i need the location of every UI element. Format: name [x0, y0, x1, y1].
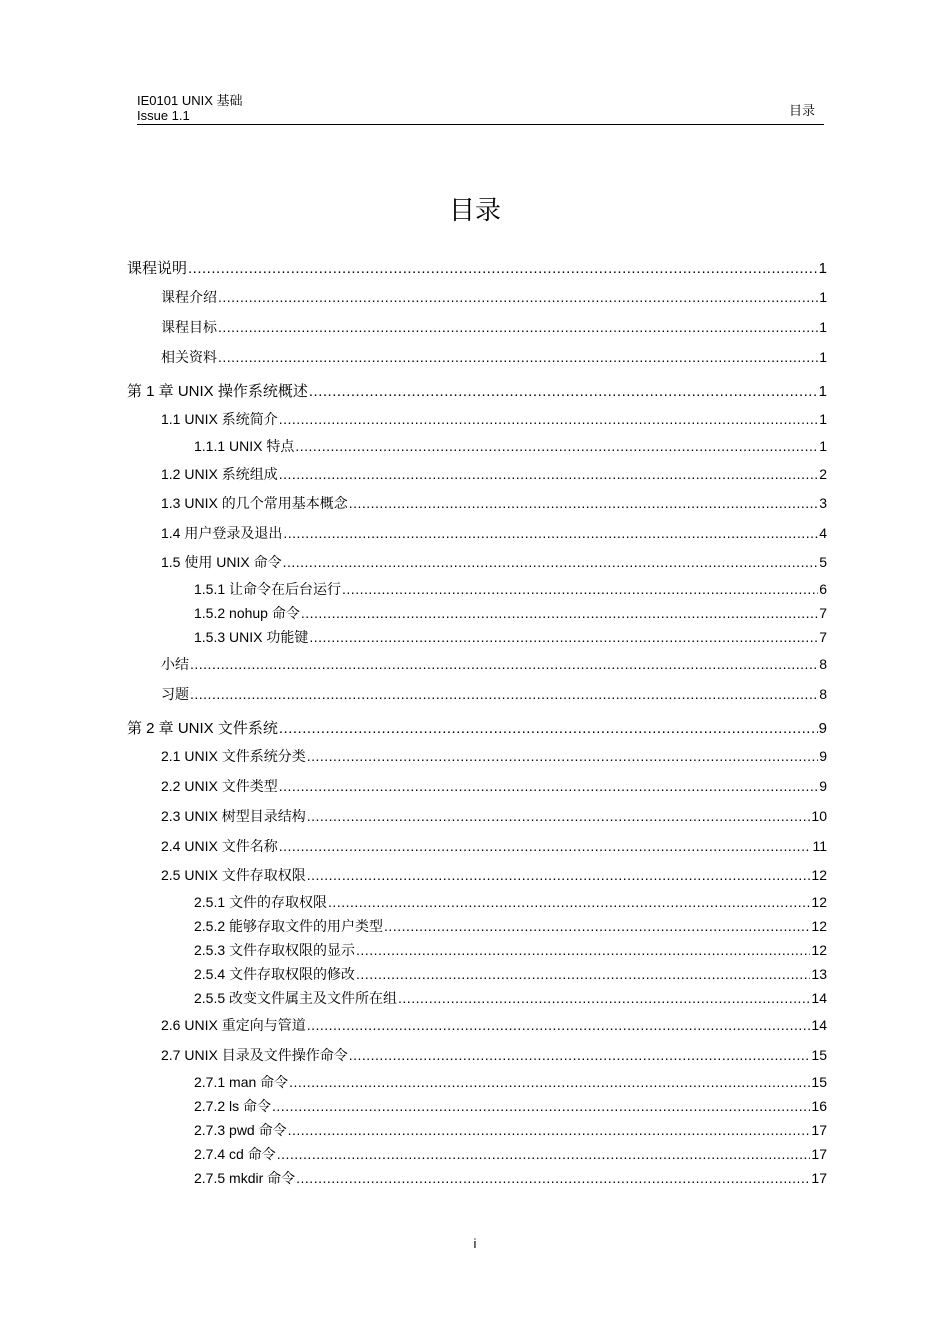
toc-entry-title: 2.7 UNIX 目录及文件操作命令: [161, 1047, 348, 1063]
section-label: 目录: [788, 103, 815, 118]
toc-leader-dots: [295, 438, 818, 454]
toc-entry-page: 12: [811, 867, 827, 883]
toc-leader-dots: [279, 466, 819, 482]
toc-leader-dots: [279, 411, 819, 427]
toc-entry-title: 2.6 UNIX 重定向与管道: [161, 1017, 306, 1033]
toc-entry-title: 2.5 UNIX 文件存取权限: [161, 867, 306, 883]
toc-entry[interactable]: [161, 347, 827, 367]
toc-entry-page: 17: [811, 1170, 827, 1186]
toc-entry-title: 课程说明: [127, 260, 188, 277]
toc-leader-dots: [272, 1098, 810, 1114]
toc-entry-page: 1: [818, 260, 827, 277]
toc-entry-title: 2.5.4 文件存取权限的修改: [194, 966, 356, 982]
toc-entry-title: 1.1.1 UNIX 特点: [194, 438, 295, 454]
toc-entry[interactable]: [194, 603, 827, 623]
toc-entry[interactable]: [161, 746, 827, 766]
toc-entry[interactable]: [194, 627, 827, 647]
toc-entry[interactable]: [161, 836, 827, 856]
toc-entry-page: 11: [812, 838, 827, 854]
toc-leader-dots: [190, 686, 818, 702]
page-number: i: [473, 1236, 477, 1251]
toc-entry-title: 第 1 章 UNIX 操作系统概述: [127, 383, 308, 400]
toc-leader-dots: [301, 605, 818, 621]
toc-entry[interactable]: [161, 523, 827, 543]
toc-entry[interactable]: [194, 1168, 827, 1188]
toc-entry-title: 2.3 UNIX 树型目录结构: [161, 808, 306, 824]
toc-leader-dots: [218, 349, 818, 365]
toc-entry[interactable]: [194, 436, 827, 456]
toc-leader-dots: [309, 383, 818, 400]
toc-entry-title: 2.5.3 文件存取权限的显示: [194, 942, 356, 958]
toc-entry-title: 课程介绍: [161, 289, 217, 305]
toc-leader-dots: [356, 942, 810, 958]
toc-entry[interactable]: [161, 1045, 827, 1065]
toc-entry-page: 4: [819, 525, 827, 541]
toc-entry[interactable]: [194, 892, 827, 912]
toc-leader-dots: [398, 990, 810, 1006]
toc-entry-page: 6: [819, 581, 827, 597]
toc-leader-dots: [307, 808, 811, 824]
toc-entry-page: 15: [811, 1047, 827, 1063]
toc-entry[interactable]: [127, 717, 827, 738]
toc-entry-title: 1.2 UNIX 系统组成: [161, 466, 278, 482]
toc-entry-page: 12: [811, 918, 827, 934]
toc-entry-page: 14: [811, 1017, 827, 1033]
toc-leader-dots: [296, 1170, 810, 1186]
toc-entry-title: 1.3 UNIX 的几个常用基本概念: [161, 495, 348, 511]
toc-entry-page: 1: [818, 383, 827, 400]
toc-entry-title: 2.5.5 改变文件属主及文件所在组: [194, 990, 398, 1006]
toc-entry-title: 2.5.2 能够存取文件的用户类型: [194, 918, 384, 934]
toc-leader-dots: [218, 319, 818, 335]
toc-leader-dots: [279, 720, 818, 737]
toc-entry-title: 1.5.1 让命令在后台运行: [194, 581, 342, 597]
toc-entry[interactable]: [194, 1096, 827, 1116]
toc-entry-page: 8: [819, 656, 827, 672]
toc-entry[interactable]: [161, 1015, 827, 1035]
toc-entry[interactable]: [194, 940, 827, 960]
toc-leader-dots: [356, 966, 810, 982]
toc-entry-page: 15: [811, 1074, 827, 1090]
toc-entry-title: 1.5.3 UNIX 功能键: [194, 629, 309, 645]
toc-entry-page: 7: [819, 629, 827, 645]
toc-entry-page: 17: [811, 1146, 827, 1162]
toc-entry-title: 1.1 UNIX 系统简介: [161, 411, 278, 427]
toc-entry-title: 2.5.1 文件的存取权限: [194, 894, 328, 910]
toc-entry-title: 2.1 UNIX 文件系统分类: [161, 748, 306, 764]
toc-leader-dots: [309, 629, 818, 645]
toc-entry[interactable]: [161, 654, 827, 674]
toc-entry-title: 2.4 UNIX 文件名称: [161, 838, 278, 854]
toc-entry[interactable]: [161, 409, 827, 429]
toc-leader-dots: [328, 894, 810, 910]
toc-entry-page: 3: [819, 495, 827, 511]
toc-entry[interactable]: [194, 1072, 827, 1092]
toc-entry-page: 5: [819, 554, 827, 570]
toc-entry-page: 2: [819, 466, 827, 482]
toc-entry-title: 1.4 用户登录及退出: [161, 525, 283, 541]
page-title: 目录: [448, 195, 501, 225]
toc-entry-title: 2.2 UNIX 文件类型: [161, 778, 278, 794]
toc-entry[interactable]: [194, 988, 827, 1008]
toc-leader-dots: [188, 260, 818, 277]
toc-entry[interactable]: [194, 964, 827, 984]
toc-leader-dots: [349, 495, 819, 511]
toc-leader-dots: [384, 918, 810, 934]
toc-entry-title: 2.7.1 man 命令: [194, 1074, 289, 1090]
toc-entry-page: 13: [811, 966, 827, 982]
toc-leader-dots: [342, 581, 818, 597]
toc-entry-page: 10: [811, 808, 827, 824]
toc-entry-page: 1: [819, 349, 827, 365]
toc-leader-dots: [283, 554, 819, 570]
toc-leader-dots: [349, 1047, 811, 1063]
toc-entry[interactable]: [161, 865, 827, 885]
toc-entry-title: 1.5.2 nohup 命令: [194, 605, 300, 621]
toc-entry[interactable]: [161, 776, 827, 796]
toc-entry-title: 第 2 章 UNIX 文件系统: [127, 720, 278, 737]
toc-entry-title: 2.7.4 cd 命令: [194, 1146, 276, 1162]
toc-leader-dots: [277, 1146, 811, 1162]
toc-entry-page: 9: [819, 748, 827, 764]
toc-entry-page: 1: [819, 411, 827, 427]
toc-leader-dots: [279, 838, 812, 854]
toc-entry-page: 1: [819, 319, 827, 335]
toc-entry[interactable]: [161, 317, 827, 337]
toc-entry-page: 7: [819, 605, 827, 621]
toc-leader-dots: [218, 289, 818, 305]
toc-entry-title: 1.5 使用 UNIX 命令: [161, 554, 282, 570]
toc-leader-dots: [289, 1074, 810, 1090]
toc-entry[interactable]: [161, 684, 827, 704]
toc-entry[interactable]: [161, 806, 827, 826]
toc-entry-page: 12: [811, 942, 827, 958]
toc-entry-title: 2.7.5 mkdir 命令: [194, 1170, 296, 1186]
toc-entry[interactable]: [194, 1120, 827, 1140]
toc-leader-dots: [283, 525, 818, 541]
issue-label: Issue 1.1: [137, 108, 190, 123]
toc-entry[interactable]: [161, 287, 827, 307]
toc-entry[interactable]: [194, 916, 827, 936]
toc-entry[interactable]: [127, 257, 827, 278]
toc-entry-title: 课程目标: [161, 319, 217, 335]
toc-entry[interactable]: [161, 493, 827, 513]
toc-leader-dots: [307, 748, 819, 764]
toc-leader-dots: [307, 867, 811, 883]
toc-entry[interactable]: [161, 464, 827, 484]
toc-entry[interactable]: [194, 579, 827, 599]
toc-leader-dots: [190, 656, 818, 672]
running-header: [137, 93, 243, 123]
toc-entry-title: 2.7.3 pwd 命令: [194, 1122, 287, 1138]
toc-entry-page: 17: [811, 1122, 827, 1138]
toc-entry-page: 9: [818, 720, 827, 737]
toc-leader-dots: [307, 1017, 811, 1033]
toc-entry-page: 1: [819, 289, 827, 305]
toc-entry-title: 2.7.2 ls 命令: [194, 1098, 272, 1114]
toc-leader-dots: [288, 1122, 811, 1138]
toc-entry-page: 9: [819, 778, 827, 794]
toc-entry-page: 12: [811, 894, 827, 910]
toc-leader-dots: [279, 778, 819, 794]
toc-entry[interactable]: [194, 1144, 827, 1164]
toc-entry-page: 8: [819, 686, 827, 702]
toc-entry[interactable]: [127, 380, 827, 401]
toc-entry-title: 小结: [161, 656, 189, 672]
header-divider: [137, 124, 824, 125]
toc-entry-title: 习题: [161, 686, 189, 702]
toc-entry-page: 16: [811, 1098, 827, 1114]
toc-entry-title: 相关资料: [161, 349, 217, 365]
doc-code: IE0101 UNIX 基础: [137, 93, 243, 108]
toc-entry[interactable]: [161, 552, 827, 572]
toc-entry-page: 1: [819, 438, 827, 454]
toc-entry-page: 14: [811, 990, 827, 1006]
